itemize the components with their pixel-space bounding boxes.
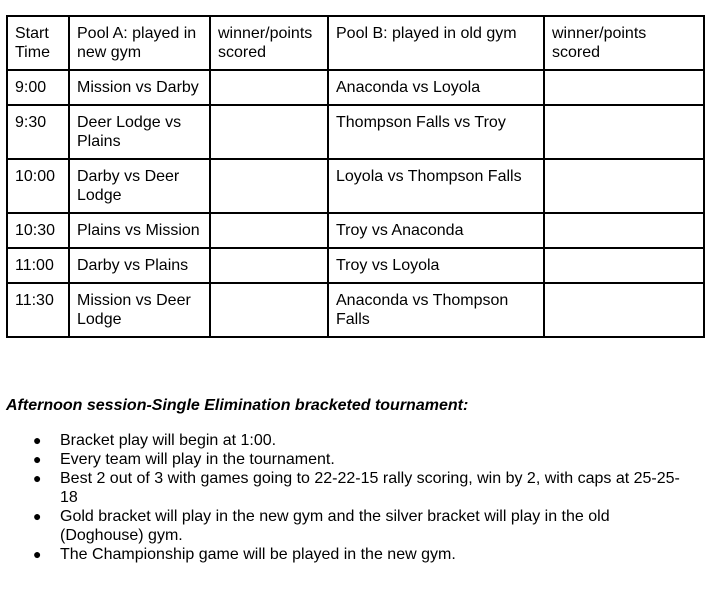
- table-header-row: [7, 16, 704, 70]
- bullet-icon: ●: [33, 470, 42, 486]
- bullet-icon: ●: [33, 451, 42, 467]
- cell-time: 10:30: [7, 213, 69, 248]
- cell-pool-a-match: Darby vs Plains: [69, 248, 210, 283]
- cell-pool-b-match: Troy vs Loyola: [328, 248, 544, 283]
- cell-winner-b: [544, 159, 704, 213]
- table-row: [7, 283, 704, 337]
- cell-winner-b: [544, 105, 704, 159]
- header-winner-a: winner/points scored: [210, 16, 328, 70]
- header-pool-a: Pool A: played in new gym: [69, 16, 210, 70]
- cell-time: 9:00: [7, 70, 69, 105]
- cell-winner-a: [210, 248, 328, 283]
- list-item-text: Best 2 out of 3 with games going to 22-22-15 rally scoring, win by 2, with caps at 25-25-18: [60, 470, 680, 506]
- bullet-icon: ●: [33, 546, 42, 562]
- cell-pool-b-match: Troy vs Anaconda: [328, 213, 544, 248]
- table-row: [7, 105, 704, 159]
- header-start-time: Start Time: [7, 16, 69, 70]
- list-item: [33, 545, 680, 564]
- list-item: [33, 431, 680, 450]
- schedule-table: [6, 15, 705, 338]
- list-item: [33, 507, 680, 545]
- cell-winner-a: [210, 283, 328, 337]
- afternoon-session-heading: Afternoon session-Single Elimination bracketed tournament:: [6, 397, 469, 414]
- list-item: [33, 450, 680, 469]
- cell-winner-b: [544, 283, 704, 337]
- list-item-text: The Championship game will be played in the new gym.: [60, 546, 456, 563]
- cell-pool-b-match: Thompson Falls vs Troy: [328, 105, 544, 159]
- cell-pool-b-match: Anaconda vs Thompson Falls: [328, 283, 544, 337]
- cell-winner-a: [210, 213, 328, 248]
- list-item-text: Bracket play will begin at 1:00.: [60, 432, 277, 449]
- bullet-icon: ●: [33, 432, 42, 448]
- cell-pool-a-match: Darby vs Deer Lodge: [69, 159, 210, 213]
- header-pool-b: Pool B: played in old gym: [328, 16, 544, 70]
- cell-winner-a: [210, 105, 328, 159]
- list-item: [33, 469, 680, 507]
- list-item-text: Every team will play in the tournament.: [60, 451, 335, 468]
- bullet-icon: ●: [33, 508, 42, 524]
- table-row: [7, 248, 704, 283]
- cell-time: 11:30: [7, 283, 69, 337]
- cell-pool-a-match: Deer Lodge vs Plains: [69, 105, 210, 159]
- header-winner-b: winner/points scored: [544, 16, 704, 70]
- afternoon-notes-list: [0, 431, 680, 564]
- cell-pool-b-match: Anaconda vs Loyola: [328, 70, 544, 105]
- cell-time: 11:00: [7, 248, 69, 283]
- table-row: [7, 70, 704, 105]
- cell-time: 9:30: [7, 105, 69, 159]
- cell-winner-b: [544, 213, 704, 248]
- cell-winner-b: [544, 248, 704, 283]
- cell-time: 10:00: [7, 159, 69, 213]
- cell-winner-a: [210, 70, 328, 105]
- cell-winner-b: [544, 70, 704, 105]
- cell-pool-a-match: Plains vs Mission: [69, 213, 210, 248]
- table-row: [7, 213, 704, 248]
- cell-pool-a-match: Mission vs Deer Lodge: [69, 283, 210, 337]
- list-item-text: Gold bracket will play in the new gym and the silver bracket will play in the old (Doghouse) gym.: [60, 508, 610, 544]
- cell-pool-b-match: Loyola vs Thompson Falls: [328, 159, 544, 213]
- cell-pool-a-match: Mission vs Darby: [69, 70, 210, 105]
- cell-winner-a: [210, 159, 328, 213]
- table-row: [7, 159, 704, 213]
